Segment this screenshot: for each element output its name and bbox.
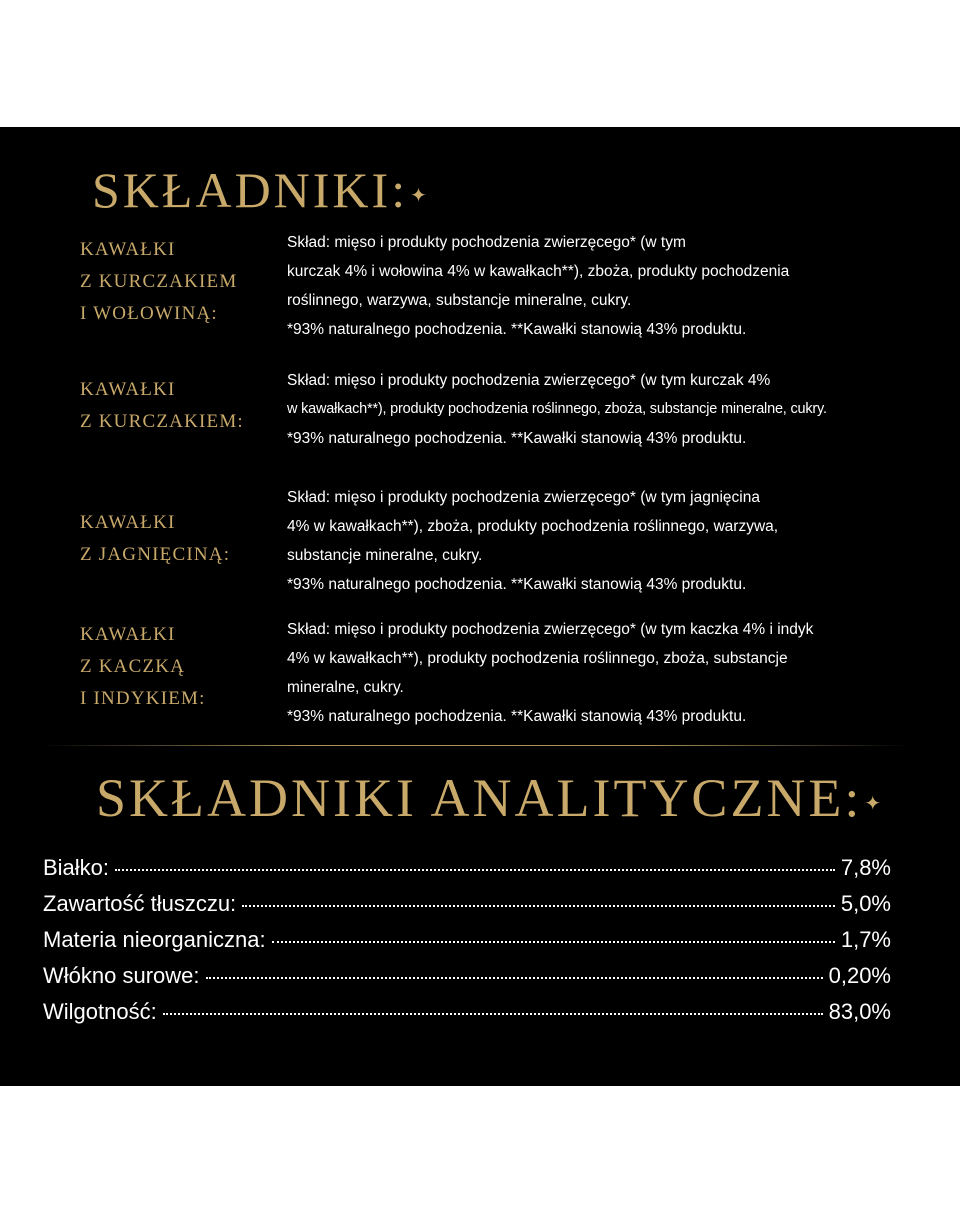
composition-line: *93% naturalnego pochodzenia. **Kawałki stanowią 43% produktu. xyxy=(287,321,747,338)
composition-line: w kawałkach**), produkty pochodzenia roślinnego, zboża, substancje mineralne, cukry. xyxy=(287,401,827,417)
analytical-row xyxy=(43,999,891,1035)
ingredients-panel xyxy=(0,127,960,1086)
variant-composition-text xyxy=(287,228,789,344)
analytical-title-text: SKŁADNIKI ANALITYCZNE: xyxy=(96,768,863,828)
variant-composition-text xyxy=(287,483,778,599)
variant-label-line: Z JAGNIĘCINĄ: xyxy=(80,544,231,565)
composition-line: roślinnego, warzywa, substancje mineralne, cukry. xyxy=(287,292,632,309)
composition-line: Skład: mięso i produkty pochodzenia zwierzęcego* (w tym xyxy=(287,234,686,251)
composition-line: kurczak 4% i wołowina 4% w kawałkach**), zboża, produkty pochodzenia xyxy=(287,263,790,280)
composition-line: Skład: mięso i produkty pochodzenia zwierzęcego* (w tym jagnięcina xyxy=(287,489,760,506)
dot-leader xyxy=(115,869,835,871)
composition-line: mineralne, cukry. xyxy=(287,679,404,696)
composition-line: *93% naturalnego pochodzenia. **Kawałki stanowią 43% produktu. xyxy=(287,430,747,447)
variant-label xyxy=(80,234,237,330)
composition-title-text: SKŁADNIKI: xyxy=(92,162,409,218)
composition-line: substancje mineralne, cukry. xyxy=(287,547,483,564)
dot-leader xyxy=(163,1013,823,1015)
analytical-label: Zawartość tłuszczu: xyxy=(43,891,237,916)
variant-label-line: KAWAŁKI xyxy=(80,624,176,645)
variant-label-line: KAWAŁKI xyxy=(80,512,176,533)
analytical-label: Białko: xyxy=(43,855,110,880)
variant-label-line: Z KACZKĄ xyxy=(80,656,186,677)
analytical-value: 83,0% xyxy=(828,999,891,1024)
composition-line: 4% w kawałkach**), zboża, produkty pochodzenia roślinnego, warzywa, xyxy=(287,518,779,535)
dot-leader xyxy=(272,941,835,943)
analytical-value: 1,7% xyxy=(840,927,891,952)
analytical-value: 7,8% xyxy=(840,855,891,880)
analytical-row xyxy=(43,891,891,927)
analytical-row xyxy=(43,927,891,963)
dot-leader xyxy=(206,977,823,979)
composition-line: Skład: mięso i produkty pochodzenia zwierzęcego* (w tym kaczka 4% i indyk xyxy=(287,621,814,638)
variant-label-line: KAWAŁKI xyxy=(80,379,176,400)
analytical-list xyxy=(43,855,891,1035)
dot-leader xyxy=(242,905,835,907)
analytical-value: 5,0% xyxy=(840,891,891,916)
variant-label xyxy=(80,619,206,715)
composition-title xyxy=(92,161,430,219)
analytical-row xyxy=(43,855,891,891)
section-divider xyxy=(40,745,910,746)
analytical-row xyxy=(43,963,891,999)
variant-label-line: Z KURCZAKIEM xyxy=(80,271,238,292)
four-point-star-icon: ✦ xyxy=(864,793,885,816)
variant-label-line: I WOŁOWINĄ: xyxy=(80,303,218,324)
variant-label xyxy=(80,507,230,571)
composition-line: *93% naturalnego pochodzenia. **Kawałki stanowią 43% produktu. xyxy=(287,708,747,725)
variant-label-line: KAWAŁKI xyxy=(80,239,176,260)
four-point-star-icon: ✦ xyxy=(410,185,430,208)
variant-label-line: I INDYKIEM: xyxy=(80,688,206,709)
variant-label xyxy=(80,374,244,438)
variant-composition-text xyxy=(287,615,813,731)
variant-label-line: Z KURCZAKIEM: xyxy=(80,411,244,432)
analytical-label: Wilgotność: xyxy=(43,999,157,1024)
analytical-label: Materia nieorganiczna: xyxy=(43,927,266,952)
analytical-value: 0,20% xyxy=(828,963,891,988)
analytical-title xyxy=(96,767,884,829)
analytical-label: Włókno surowe: xyxy=(43,963,200,988)
composition-line: *93% naturalnego pochodzenia. **Kawałki stanowią 43% produktu. xyxy=(287,576,747,593)
variant-composition-text xyxy=(287,366,827,453)
composition-line: 4% w kawałkach**), produkty pochodzenia roślinnego, zboża, substancje xyxy=(287,650,788,667)
composition-line: Skład: mięso i produkty pochodzenia zwierzęcego* (w tym kurczak 4% xyxy=(287,372,771,389)
